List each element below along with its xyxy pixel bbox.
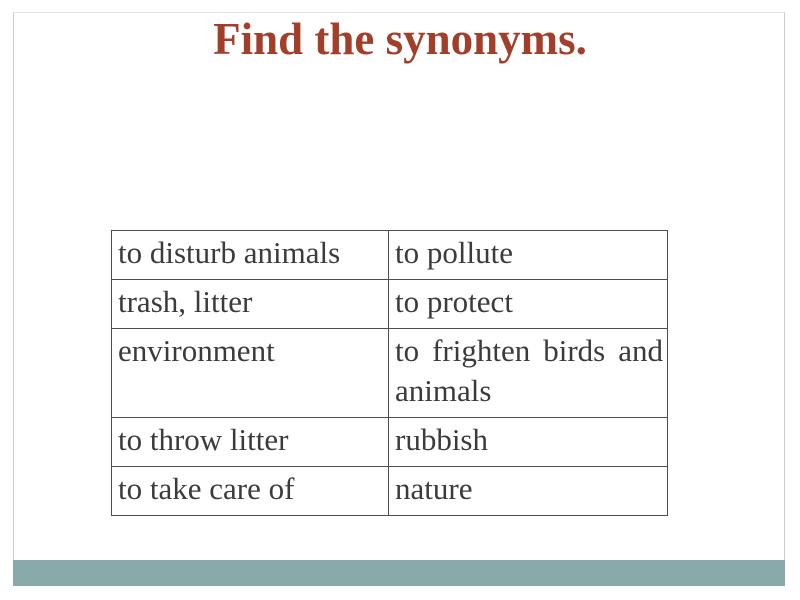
table-cell-right: to protect	[389, 280, 668, 329]
table-row	[112, 467, 668, 516]
table-cell-right: nature	[389, 467, 668, 516]
table-cell-left: trash, litter	[112, 280, 389, 329]
footer-bar	[13, 560, 785, 586]
table-cell-left: environment	[112, 329, 389, 418]
table-row	[112, 418, 668, 467]
table-cell-right: to frighten birds and animals	[389, 329, 668, 418]
table-cell-right: rubbish	[389, 418, 668, 467]
slide-title: Find the synonyms.	[213, 14, 587, 64]
table-cell-left: to take care of	[112, 467, 389, 516]
table-cell-left: to throw litter	[112, 418, 389, 467]
table-row	[112, 329, 668, 418]
synonyms-table	[111, 230, 668, 516]
table-cell-left: to disturb animals	[112, 231, 389, 280]
table-cell-right: to pollute	[389, 231, 668, 280]
table-row	[112, 280, 668, 329]
table-row	[112, 231, 668, 280]
